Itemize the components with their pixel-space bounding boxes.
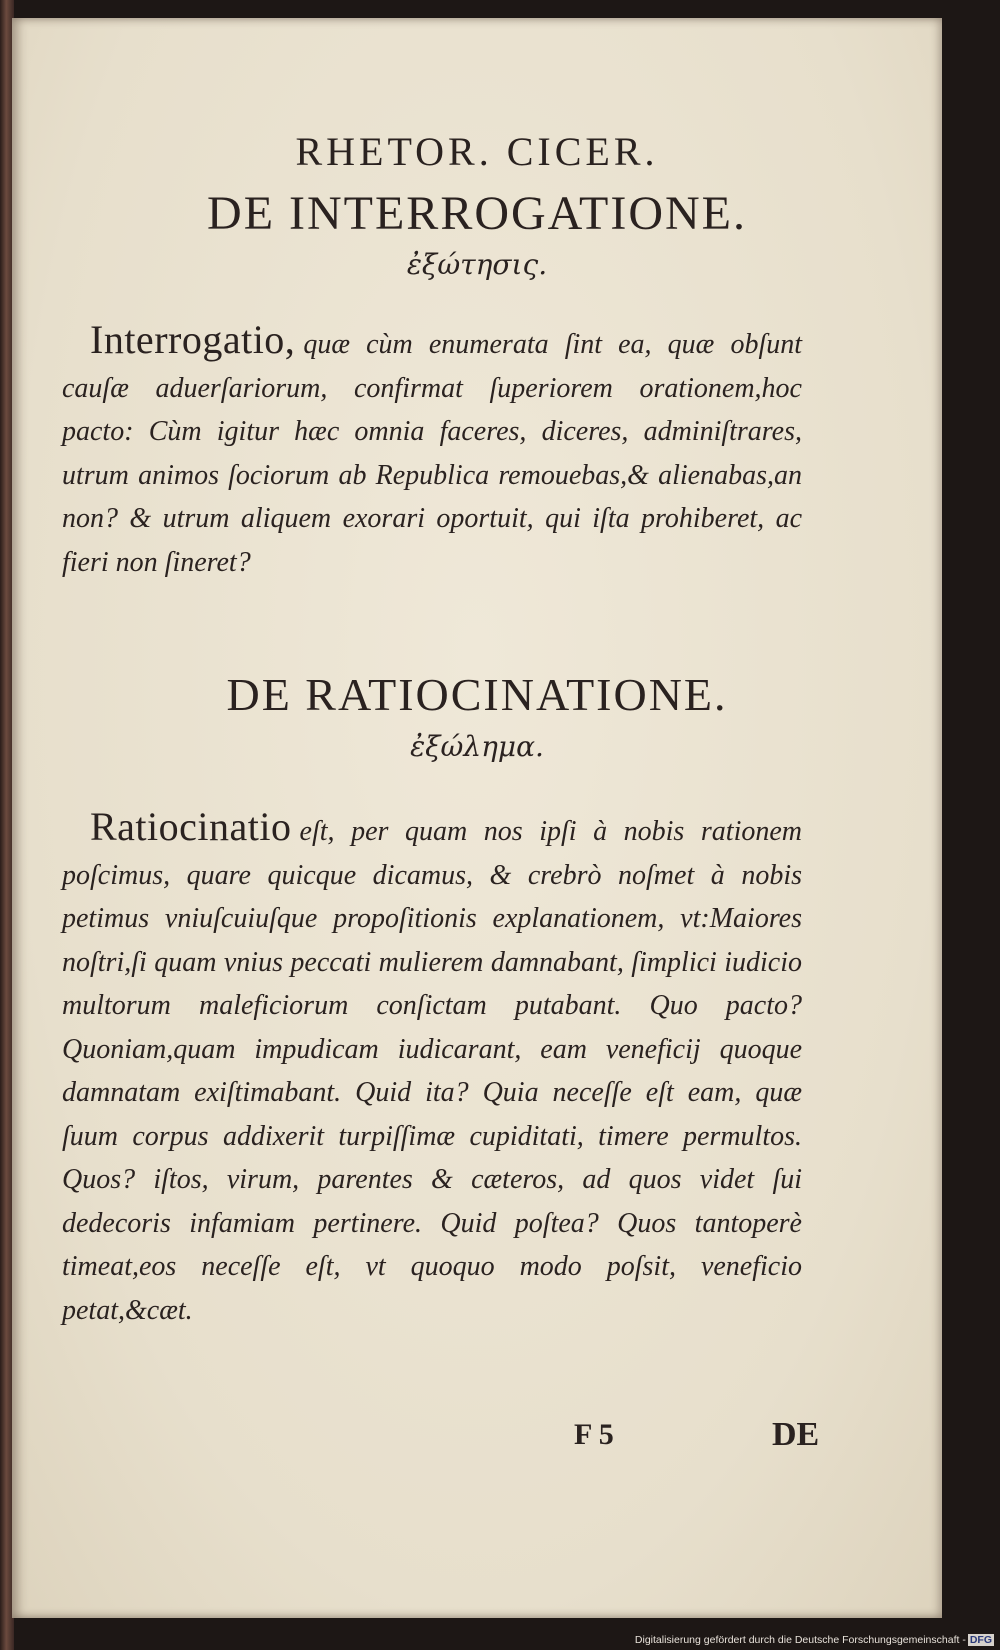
catchword: DE xyxy=(772,1416,820,1453)
section-heading-ratiocinatione: DE RATIOCINATIONE. xyxy=(226,669,728,720)
digitization-credit xyxy=(635,1634,994,1646)
greek-term-interrogatione: ἐξώτησις. xyxy=(406,248,548,281)
book-page xyxy=(12,18,942,1618)
dfg-logo-badge: DFG xyxy=(969,1634,992,1646)
paragraph-interrogatio xyxy=(62,318,802,584)
paragraph-ratiocinatio xyxy=(62,805,802,1332)
lead-word-ratiocinatio: Ratiocinatio xyxy=(90,804,292,849)
section-heading-interrogatione: DE INTERROGATIONE. xyxy=(207,187,747,240)
lead-word-interrogatio: Interrogatio, xyxy=(90,317,296,362)
paragraph-text-ratiocinatio: eſt, per quam nos ipſi à nobis rationem poſcimus, quare quicque dicamus, & crebrò noſmet à nobis petimus vniuſcuiuſque propoſitionis explanationem, vt:Maiores noſtri,ſi quam vnius peccati mulierem damnabant, ſimplici iudicio multorum maleficiorum conſictam putabant. Quo pacto? Quoniam,quam impudicam iudicarant, eam veneficij quoque damnatam exiſtimabant. Quid ita? Quia neceſſe eſt eam, quæ ſuum corpus addixerit turpiſſimæ cupiditati, timere permultos. Quos? iſtos, virum, parentes & cæteros, ad quos videt ſui dedecoris infamiam pertinere. Quid poſtea? Quos tantoperè timeat,eos neceſſe eſt, vt quoquo modo poſsit, veneficio petat,&cæt. xyxy=(62,816,802,1326)
paragraph-text-interrogatio: quæ cùm enumerata ſint ea, quæ obſunt cauſæ aduerſariorum, confirmat ſuperiorem orationem,hoc pacto: Cùm igitur hæc omnia faceres, diceres, adminiſtrares, utrum animos ſociorum ab Republica remouebas,& alienabas,an non? & utrum aliquem exorari oportuit, qui iſta prohiberet, ac fieri non ſineret? xyxy=(62,329,802,578)
greek-term-ratiocinatione: ἐξώλημα. xyxy=(410,730,544,763)
credit-text: Digitalisierung gefördert durch die Deutsche Forschungsgemeinschaft - xyxy=(634,1634,966,1646)
signature-mark: F 5 xyxy=(574,1418,614,1451)
running-head: RHETOR. CICER. xyxy=(295,129,659,174)
